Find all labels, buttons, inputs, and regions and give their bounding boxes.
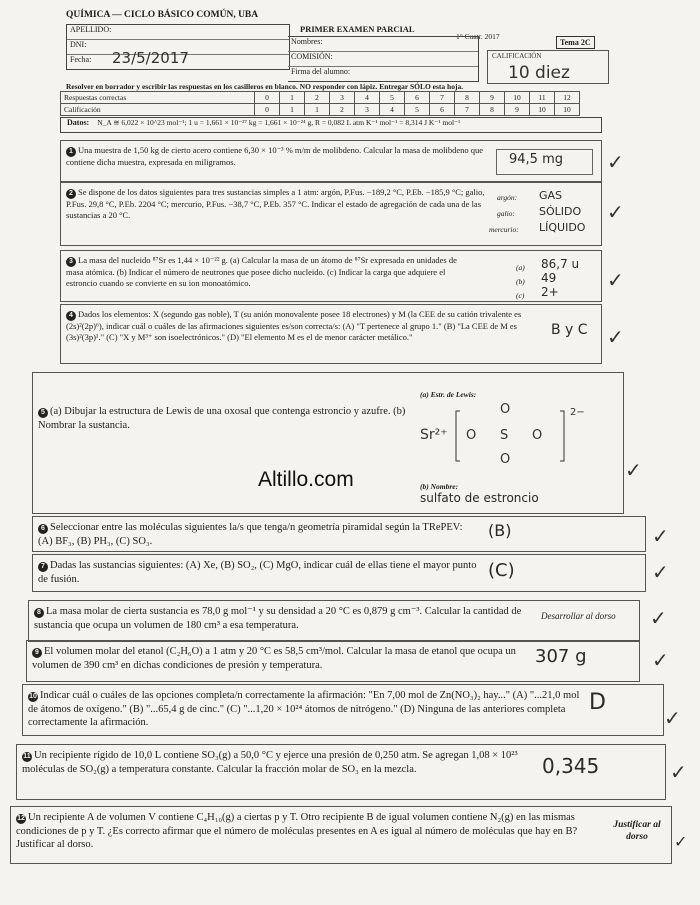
- question-text: La masa del nucleido ⁸⁷Sr es 1,44 × 10⁻²² g. (a) Calcular la masa de un átomo de ⁸⁷Sr expresada en unidades de masa atómica. (b) Indicar el número de neutrones que posee dicho nucleido. (c) Indicar la carga que adquiere el estroncio cuando se convierte en su ion monoatómico.: [66, 255, 457, 289]
- correct-count-cell: 2: [305, 92, 330, 104]
- correct-count-cell: 1: [280, 92, 305, 104]
- fecha-field: Fecha: 23/5/2017: [70, 49, 189, 67]
- score-cell: 4: [380, 104, 405, 116]
- dni-field: DNI:: [67, 40, 289, 55]
- question-4: 4 Dados los elementos: X (segundo gas noble), T (su anión monovalente posee 18 electrones) y M (la CEE de su catión trivalente es (2s)²(2p)⁶), indicar cuál o cuáles de las afirmaciones siguientes es/son correcta/s: (A) "T pertenece al grupo 1." (B) "La CEE de M es (3s)²(3p)¹." (C) "X y M³⁺ son isoelectrónicos." (D) "El elemento M es el de menor carácter metálico." B y C: [60, 304, 602, 364]
- lewis-diagram: [420, 399, 600, 469]
- question-text: Una muestra de 1,50 kg de cierto acero contiene 6,30 × 10⁻³ % m/m de molibdeno. Calcular la masa de molibdeno que contiene dicha muestra, expresada en miligramos.: [66, 145, 484, 167]
- svg-text:Sr²⁺: Sr²⁺: [420, 427, 448, 443]
- calificacion-value: 10 diez: [508, 63, 570, 83]
- check-mark-icon: ✓: [607, 268, 624, 292]
- score-cell: 2: [330, 104, 355, 116]
- check-mark-icon: ✓: [652, 524, 669, 548]
- correct-count-cell: 5: [380, 92, 405, 104]
- calificacion-box: [487, 50, 609, 84]
- score-cell: 0: [255, 104, 280, 116]
- score-row: Calificación 0 1 1 2 3 4 5 6 7 8 9 10 10: [61, 104, 580, 116]
- question-text: Seleccionar entre las moléculas siguientes la/s que tenga/n geometría piramidal según la TRePEV: (A) BF₃, (B) PH₃, (C) SO₃.: [38, 522, 463, 547]
- svg-text:O: O: [532, 428, 543, 443]
- correct-count-cell: 7: [430, 92, 455, 104]
- calificacion-label: CALIFICACIÓN: [492, 52, 542, 60]
- answer-value: LÍQUIDO: [539, 221, 586, 234]
- svg-text:S: S: [500, 428, 509, 443]
- question-text: La masa molar de cierta sustancia es 78,0 g mol⁻¹ y su densidad a 20 °C es 0,879 g cm⁻³. Calcular la cantidad de sustancia que ocupa un volumen de 180 cm³ a esa temperatura.: [34, 606, 522, 631]
- firma-field: Firma del alumno:: [291, 67, 351, 76]
- correct-count-cell: 0: [255, 92, 280, 104]
- correct-count-cell: 6: [405, 92, 430, 104]
- check-mark-icon: ✓: [650, 606, 667, 630]
- check-mark-icon: ✓: [652, 648, 669, 672]
- answer-value: SÓLIDO: [539, 205, 582, 218]
- score-cell: 8: [480, 104, 505, 116]
- question-5: 5 (a) Dibujar la estructura de Lewis de una oxosal que contenga estroncio y azufre. (b) Nombrar la sustancia.: [32, 372, 624, 514]
- svg-text:2−: 2−: [570, 407, 585, 418]
- question-6: 6 Seleccionar entre las moléculas siguientes la/s que tenga/n geometría piramidal según la TRePEV: (A) BF₃, (B) PH₃, (C) SO₃. (B): [32, 516, 646, 552]
- answer-value: (C): [488, 560, 515, 581]
- lewis-label: (a) Estr. de Lewis:: [420, 390, 477, 399]
- score-cell: 1: [280, 104, 305, 116]
- grading-table: [60, 91, 580, 116]
- answer-value: (B): [488, 521, 512, 540]
- score-cell: 7: [455, 104, 480, 116]
- check-mark-icon: ✓: [607, 325, 624, 349]
- check-mark-icon: ✓: [607, 150, 624, 174]
- lewis-structure: [420, 390, 600, 510]
- question-text: Un recipiente rígido de 10,0 L contiene SO₃(g) a 50,0 °C y ejerce una presión de 0,250 atm. Se agregan 1,08 × 10²³ moléculas de SO₂(g) a temperatura constante. Calcular la fracción molar de SO₃ en la mezcla.: [22, 750, 518, 775]
- answer-value: 2+: [541, 285, 559, 299]
- question-9: 9 El volumen molar del etanol (C₂H₆O) a 1 atm y 20 °C es 58,5 cm³/mol. Calcular la masa de etanol que ocupa un volumen de 390 cm³ en dichas condiciones de presión y temperatura. 307 g: [26, 640, 640, 682]
- score-cell: 10: [530, 104, 555, 116]
- question-3: 3 La masa del nucleido ⁸⁷Sr es 1,44 × 10⁻²² g. (a) Calcular la masa de un átomo de ⁸⁷Sr expresada en unidades de masa atómica. (b) Indicar el número de neutrones que posee dicho nucleido. (c) Indicar la carga que adquiere el estroncio cuando se convierte en su ion monoatómico. (a) (b) (c) 86,7 u 49 2+: [60, 250, 602, 302]
- check-mark-icon: ✓: [607, 200, 624, 224]
- answer-value: B y C: [551, 322, 588, 338]
- datos-label: Datos:: [67, 118, 90, 127]
- svg-text:O: O: [500, 452, 511, 467]
- question-10: 10 Indicar cuál o cuáles de las opciones completa/n correctamente la afirmación: "En 7,00 mol de Zn(NO₃)₂ hay..." (A) "...21,0 mol de átomos de oxígeno." (B) "...65,4 g de cinc." (C) "...1,20 × 10²⁴ átomos de nitrógeno." (D) Ninguna de las anteriores completa correctamente la afirmación. D: [22, 684, 664, 736]
- question-text: Dados los elementos: X (segundo gas noble), T (su anión monovalente posee 18 electrones) y M (la CEE de su catión trivalente es (2s)²(2p)⁶), indicar cuál o cuáles de las afirmaciones siguientes es/son correcta/s: (A) "T pertenece al grupo 1." (B) "La CEE de M es (3s)²(3p)¹." (C) "X y M³⁺ son isoelectrónicos." (D) "El elemento M es el de menor carácter metálico.": [66, 309, 522, 343]
- answer-box: [496, 149, 593, 175]
- score-cell: 3: [355, 104, 380, 116]
- side-note: Desarrollar al dorso: [541, 611, 616, 621]
- answer-value: D: [589, 690, 606, 715]
- question-7: 7 Dadas las sustancias siguientes: (A) Xe, (B) SO₂, (C) MgO, indicar cuál de ellas tiene el mayor punto de fusión. (C): [32, 554, 646, 592]
- side-note: Justificar al dorso: [613, 820, 661, 843]
- correct-count-cell: 10: [505, 92, 530, 104]
- question-text: El volumen molar del etanol (C₂H₆O) a 1 atm y 20 °C es 58,5 cm³/mol. Calcular la masa de etanol que ocupa un volumen de 390 cm³ en dichas condiciones de presión y temperatura.: [32, 646, 516, 671]
- datos-text: N_A ≅ 6,022 × 10^23 mol⁻¹; 1 u = 1,661 × 10⁻²⁷ kg = 1,661 × 10⁻²⁴ g, R = 0,082 L atm K⁻¹ mol⁻¹ = 8,314 J K⁻¹ mol⁻¹: [97, 118, 461, 127]
- score-cell: 9: [505, 104, 530, 116]
- svg-text:O: O: [466, 428, 477, 443]
- constants-line: [60, 117, 602, 133]
- correct-answers-row: Respuestas correctas 0 1 2 3 4 5 6 7 8 9 10 11 12: [61, 92, 580, 104]
- check-mark-icon: ✓: [670, 760, 687, 784]
- question-1: 1 Una muestra de 1,50 kg de cierto acero contiene 6,30 × 10⁻³ % m/m de molibdeno. Calcular la masa de molibdeno que contiene dicha muestra, expresada en miligramos. 94,5 mg: [60, 140, 602, 182]
- check-mark-icon: ✓: [625, 458, 642, 482]
- question-text: (a) Dibujar la estructura de Lewis de una oxosal que contenga estroncio y azufre. (b) Nombrar la sustancia.: [38, 406, 406, 431]
- watermark: Altillo.com: [258, 468, 354, 491]
- student-id-grid: [66, 24, 290, 70]
- student-name-grid: [288, 36, 479, 82]
- apellido-field: APELLIDO:: [67, 25, 289, 40]
- question-11: 11 Un recipiente rígido de 10,0 L contiene SO₃(g) a 50,0 °C y ejerce una presión de 0,250 atm. Se agregan 1,08 × 10²³ moléculas de SO₂(g) a temperatura constante. Calcular la fracción molar de SO₃ en la mezcla. 0,345: [16, 744, 666, 800]
- correct-count-cell: 12: [555, 92, 580, 104]
- score-cell: 6: [430, 104, 455, 116]
- tema-badge: Tema 2C: [556, 36, 595, 49]
- answer-value: 307 g: [535, 646, 587, 667]
- question-text: Dadas las sustancias siguientes: (A) Xe, (B) SO₂, (C) MgO, indicar cuál de ellas tiene el mayor punto de fusión.: [38, 560, 477, 585]
- answer-value: 49: [541, 271, 557, 285]
- correct-count-cell: 9: [480, 92, 505, 104]
- exam-title: PRIMER EXAMEN PARCIAL: [300, 24, 415, 34]
- course-title: QUÍMICA — CICLO BÁSICO COMÚN, UBA: [66, 10, 259, 20]
- check-mark-icon: ✓: [664, 706, 681, 730]
- answer-value: 0,345: [542, 754, 600, 778]
- check-mark-icon: ✓: [652, 560, 669, 584]
- svg-text:O: O: [500, 402, 511, 417]
- question-text: Se dispone de los datos siguientes para tres sustancias simples a 1 atm: argón, P.Fus. −189,2 °C, P.Eb. −185,9 °C; galio, P.Fus. 29,8 °C, P.Eb. 2204 °C; mercurio, P.Fus. −38,7 °C, P.Eb. 357 °C. Indicar el estado de agregación de cada una de las sustancias a 20 °C.: [66, 187, 485, 221]
- correct-count-cell: 3: [330, 92, 355, 104]
- score-cell: 10: [555, 104, 580, 116]
- correct-count-cell: 4: [355, 92, 380, 104]
- correct-count-cell: 11: [530, 92, 555, 104]
- fecha-value: 23/5/2017: [112, 49, 189, 67]
- score-cell: 5: [405, 104, 430, 116]
- correct-count-cell: 8: [455, 92, 480, 104]
- answer-value: sulfato de estroncio: [420, 491, 539, 505]
- check-mark-icon: ✓: [674, 832, 688, 851]
- question-text: Indicar cuál o cuáles de las opciones completa/n correctamente la afirmación: "En 7,00 mol de Zn(NO₃)₂ hay..." (A) "...21,0 mol de átomos de oxígeno." (B) "...65,4 g de cinc." (C) "...1,20 × 10²⁴ átomos de nitrógeno." (D) Ninguna de las anteriores completa correctamente la afirmación.: [28, 690, 580, 729]
- question-2: 2 Se dispone de los datos siguientes para tres sustancias simples a 1 atm: argón, P.Fus. −189,2 °C, P.Eb. −185,9 °C; galio, P.Fus. 29,8 °C, P.Eb. 2204 °C; mercurio, P.Fus. −38,7 °C, P.Eb. 357 °C. Indicar el estado de agregación de cada una de las sustancias a 20 °C. argón: galio: mercurio: GAS SÓLIDO LÍQUIDO: [60, 182, 602, 246]
- question-12: 12 Un recipiente A de volumen V contiene C₄H₁₀(g) a ciertas p y T. Otro recipiente B de igual volumen contiene N₂(g) en las mismas condiciones de p y T. ¿Es correcto afirmar que el número de moléculas presentes en A es igual al número de moléculas que hay en B? Justificar al dorso. Justificar al dorso: [10, 806, 672, 864]
- answer-value: 94,5 mg: [509, 152, 563, 167]
- nombres-field: Nombres:: [288, 37, 478, 52]
- question-8: 8 La masa molar de cierta sustancia es 78,0 g mol⁻¹ y su densidad a 20 °C es 0,879 g cm⁻³. Calcular la cantidad de sustancia que ocupa un volumen de 180 cm³ a esa temperatura. Desarrollar al dorso: [28, 600, 640, 642]
- term-label: 1° Cuatr. 2017: [456, 32, 500, 41]
- answer-value: GAS: [539, 189, 563, 202]
- question-text: Un recipiente A de volumen V contiene C₄H₁₀(g) a ciertas p y T. Otro recipiente B de igual volumen contiene N₂(g) en las mismas condiciones de p y T. ¿Es correcto afirmar que el número de moléculas presentes en A es igual al número de moléculas que hay en B? Justificar al dorso.: [16, 812, 578, 851]
- name-label: (b) Nombre:: [420, 482, 459, 491]
- answer-value: 86,7 u: [541, 257, 580, 271]
- instructions: Resolver en borrador y escribir las respuestas en los casilleros en blanco. NO responder con lápiz. Entregar SÓLO esta hoja.: [66, 82, 464, 91]
- score-cell: 1: [305, 104, 330, 116]
- comision-field: COMISIÓN:: [288, 52, 478, 67]
